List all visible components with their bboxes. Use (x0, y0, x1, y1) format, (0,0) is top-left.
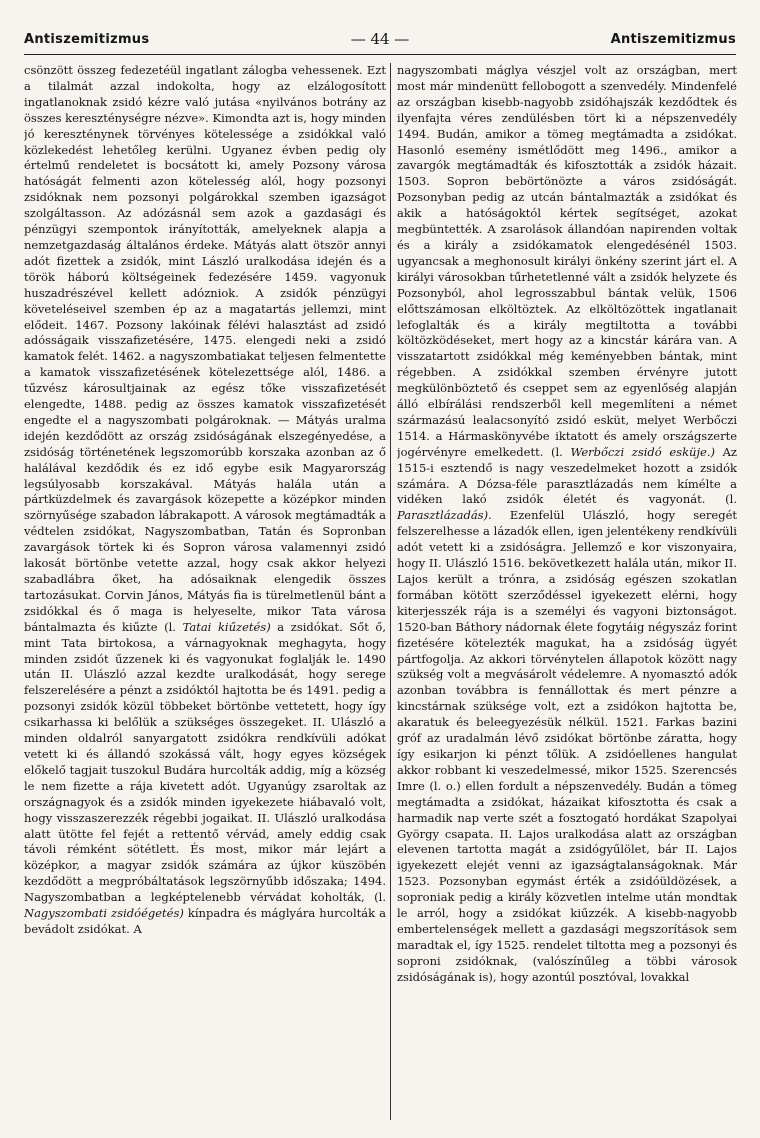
left-column (24, 63, 386, 1122)
cross-reference: Werbőczi zsidó esküje.) (570, 444, 715, 459)
running-header (24, 30, 736, 52)
header-title-left: Antiszemitizmus (24, 32, 150, 47)
text-run: nagyszombati máglya vészjel volt az országban, mert most már mindenütt fellobogott a szenvedély. Mindenfelé az országban kisebb-nagyobb zsidóhajszák kezdődtek és ilyenfajta véres zendülésben tört ki a népszenvedély 1494. Budán, amikor a tömeg megtámadta a zsidókat. Hasonló esemény ismétlődött meg 1496., amikor a zavargók megtámadták és kifosztották a zsidók házait. 1503. Sopron bebörtönözte a város zsidóságát. Pozsonyban pedig az utcán bántalmazták a zsidókat és akik a hatóságoktól kértek segítséget, azokat megbüntették. A zsarolások állandóan napirenden voltak és a király a zsidókamatok elengedésénél 1503. ugyancsak a meghonosult királyi önkény szerint járt el. A királyi városokban tűrhetetlenné vált a zsidók helyzete és Pozsonyból, ahol legrosszabbul bántak velük, 1506 előttszámosan elköltöztek. Az elköltözöttek ingatlanait lefoglalták és a király megtiltotta a további költözködéseket, mert hogy az a kincstár kárára van. A visszatartott zsidókkal még keményebben bántak, mint régebben. A zsidókkal szemben érvényre jutott megkülönböztető és cseppet sem az egyenlőség alapján álló elbírálási rendszerből kell megemlíteni a német származású lealacsonyító zsidó esküt, melyet Werbőczi 1514. a Hármaskönyvébe iktatott és amely országszerte jogérvényre emelkedett. (l. (397, 63, 737, 459)
column-divider (390, 63, 391, 1120)
right-column-text (397, 63, 737, 986)
page-number: — 44 — (350, 30, 410, 48)
right-column (397, 63, 737, 1122)
text-run: Az 1515-i esztendő is nagy veszedelmeket hozott a zsidók számára. A Dózsa-féle parasztlázadás nem kímélte a vidéken lakó zsidók életét és vagyonát. (l. (397, 444, 737, 507)
left-column-text (24, 63, 386, 938)
text-run: Ezenfelül Ulászló, hogy seregét felszerelhesse a lázadók ellen, igen jelentékeny rendkívüli adót vetett ki a zsidóságra. Jellemző e kor viszonyaira, hogy II. Ulászló 1516. bekövetkezett halála után, mikor II. Lajos került a trónra, a zsidóság egészen szokatlan formában kötött szerződéssel igyekezett elérni, hogy kiterjesszék rája is a személyi és vagyoni biztonságot. 1520-ban Báthory nádornak élete fogytáig négyszáz forint fizetésére kötelezték magukat, ha a zsidóság ügyét pártfogolja. Az akkori törvénytelen állapotok között nagy szükség volt a megvásárolt védelemre. A nyomasztó adók azonban továbbra is fennállottak és mert pénzre a kincstárnak szüksége volt, ezt a zsidókon hajtotta be, akaratuk és beleegyezésük nélkül. 1521. Farkas bazini gróf az uradalmán lévő zsidókat börtönbe záratta, hogy így esikarjon ki pénzt tőlük. A zsidóellenes hangulat akkor robbant ki veszedelmessé, mikor 1525. Szerencsés Imre (l. o.) ellen fordult a népszenvedély. Budán a tömeg megtámadta a zsidókat, házaikat kifosztotta és csak a harmadik nap verte szét a fosztogató hordákat Szapolyai György csapata. II. Lajos uralkodása alatt az országban elevenen tartotta magát a zsidógyűlölet, bár II. Lajos igyekezett elejét venni az igazságtalanságoknak. Már 1523. Pozsonyban egymást érték a zsidóüldözések, a soproniak pedig a király közvetlen intelme után mondtak le arról, hogy a zsidókat kiűzzék. A kisebb-nagyobb embertelenségek mellett a gazdasági megszorítások sem maradtak el, így 1525. rendelet tiltotta meg a pozsonyi és soproni zsidóknak, (valószínűleg a többi városok zsidóságának is), hogy azontúl posztóval, lovakkal (397, 508, 737, 984)
cross-reference: Parasztlázadás). (397, 508, 492, 523)
header-title-right: Antiszemitizmus (610, 32, 736, 47)
text-run: a zsidókat. Sőt ő, mint Tata birtokosa, a várnagyoknak meghagyta, hogy minden zsidót űzzenek ki és vagyonukat foglalják le. 1490 után II. Ulászló azzal kezdte uralkodását, hogy serege felszerelésére a pénzt a zsidóktól hajtotta be és 1491. pedig a pozsonyi zsidók közül többeket börtönbe vettetett, hogy így csikarhassa ki belőlük a szükséges összegeket. II. Ulászló a minden oldalról sanyargatott zsidókra rendkívüli adókat vetett ki és állandó szokássá vált, hogy egyes községek előkelő tagjait tuszokul Budára hurcolták addig, míg a község le nem fizette a rája kivetett adót. Ugyanúgy zsaroltak az országnagyok és a zsidók minden igyekezete hiábavaló volt, hogy visszaszerezzék régebbi jogaikat. II. Ulászló uralkodása alatt ütötte fel fejét a rettentő vérvád, amely eddig csak távoli rémként sötétlett. És most, mikor már lejárt a középkor, a magyar zsidók számára az újkor küszöbén kezdődött a megpróbáltatások legszörnyűbb időszaka; 1494. Nagyszombatban a legképtelenebb vérvádat koholták, (l. (24, 619, 386, 905)
cross-reference: Nagyszombati zsidóégetés) (24, 906, 184, 921)
cross-reference: Tatai kiűzetés) (182, 619, 271, 634)
text-run: csönzött összeg fedezetéül ingatlant zálogba vehessenek. Ezt a tilalmát azzal indokolta, hogy az elzálogosított ingatlanoknak zsidó kézre való jutása «nyilvános botrány az összes kereszténységre nézve». Kimondta azt is, hogy minden jó kereszténynek törvényes kötelessége a zsidókkal való közlekedést lehetőleg kerülni. Ugyanez évben pedig oly értelmű rendeletet is bocsátott ki, amely Pozsony városa hatóságát felmenti azon kötelesség alól, hogy pozsonyi zsidóknak nem pozsonyi polgárokkal szemben igazságot szolgáltasson. Az adózásnál sem azok a gazdasági és pénzügyi szempontok irányították, amelyeknek alapja a nemzetgazdaság általános érdeke. Mátyás alatt ötször annyi adót fizettek a zsidók, mint László uralkodása idején és a török háború költségeinek fedezésére 1459. vagyonuk huszadrészével kellett adózniok. A zsidók pénzügyi követeléseivel szemben ép az a magatartás jellemzi, mint elődeit. 1467. Pozsony lakóinak félévi halasztást ad zsidó adósságaik visszafizetésére, 1475. elengedi neki a zsidó kamatok felét. 1462. a nagyszombatiakat teljesen felmentette a kamatok visszafizetésének kötelezettsége alól, 1486. a tűzvész károsultjainak az egész tőke visszafizetését elengedte, 1488. pedig az összes kamatok visszafizetését engedte el a nagyszombati polgároknak. — Mátyás uralma idején kezdődött az ország zsidóságának elszegényedése, a zsidóság történetének legszomorúbb korszaka azonban az ő halálával kezdődik és ez idő egybe esik Magyarország legsúlyosabb korszakával. Mátyás halála után a pártküzdelmek és zavargások közepette a középkor minden szörnyűsége szabadon lábrakapott. A városok megtámadták a védtelen zsidókat, Nagyszombatban, Tatán és Sopronban zavargások törtek ki és Sopron városa valamennyi zsidó lakosát börtönbe vetette azzal, hogy csak akkor helyezi szabadlábra őket, ha adósaiknak elengedik összes tartozásukat. Corvin János, Mátyás fia is türelmetlenül bánt a zsidókkal és ő maga is helyeselte, mikor Tata városa bántalmazta és kiűzte (l. (24, 63, 386, 634)
text-run: kínpadra és máglyára hurcolták a bevádolt zsidókat. A (24, 906, 386, 936)
header-rule (24, 54, 736, 55)
